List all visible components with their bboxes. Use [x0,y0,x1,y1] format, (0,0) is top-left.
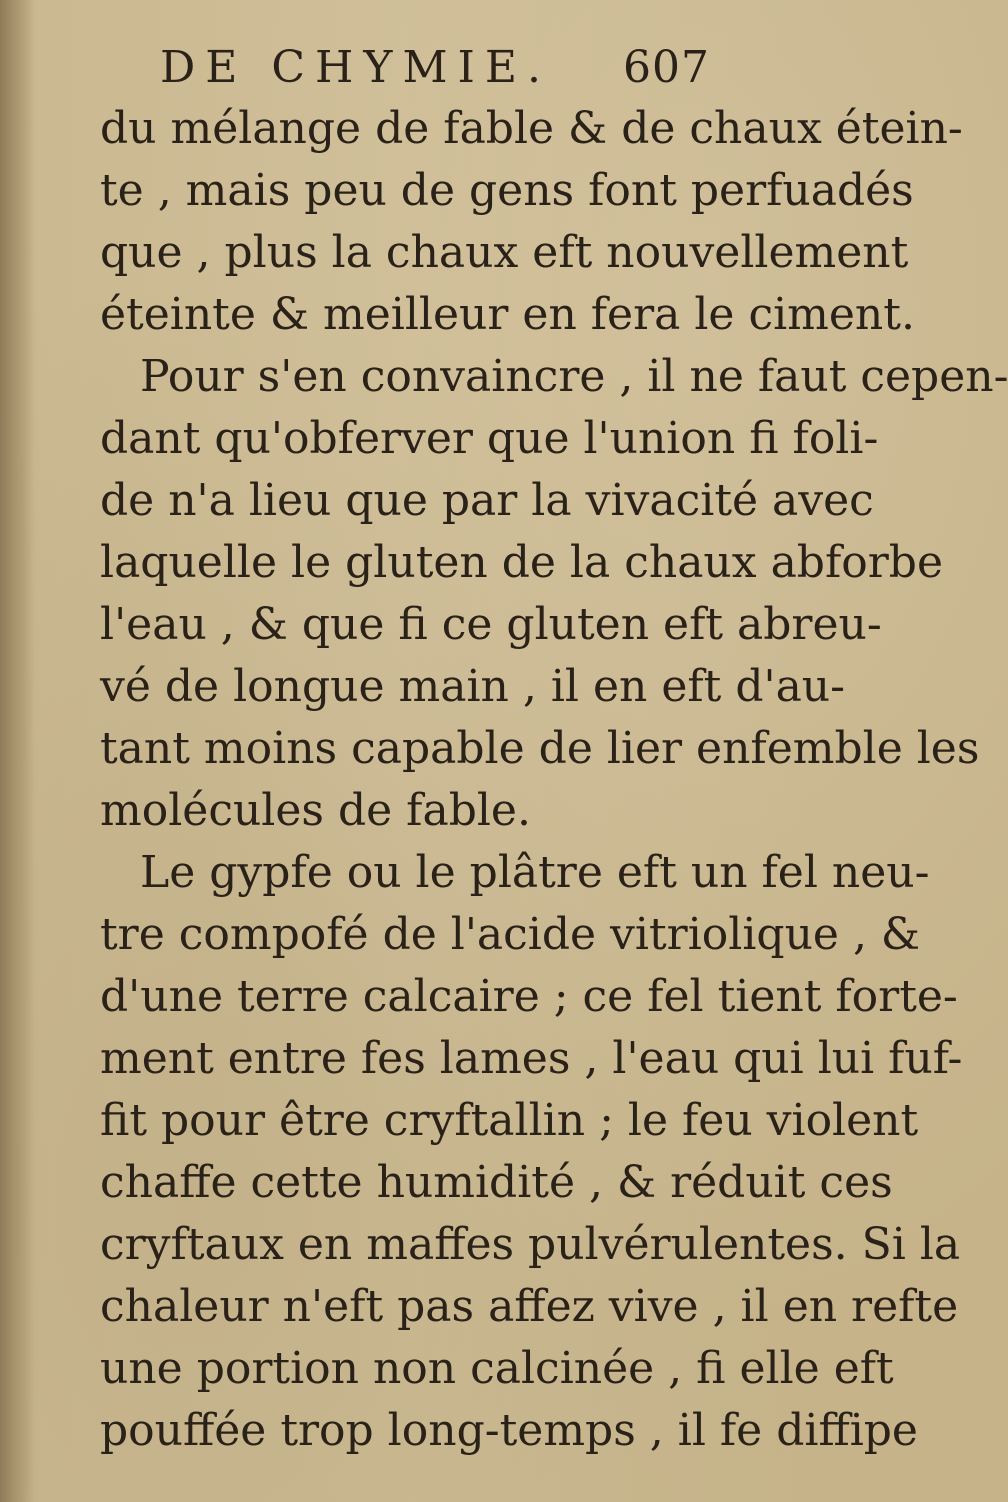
text-line: d'une terre calcaire ; ce fel tient forte- [100,971,958,1022]
text-line: tre compofé de l'acide vitriolique , & [100,909,921,960]
text-line: Le gypfe ou le plâtre eft un fel neu- [140,847,930,898]
text-line: chaleur n'eft pas affez vive , il en refte [100,1281,959,1332]
text-line: molécules de fable. [100,785,531,836]
text-line: vé de longue main , il en eft d'au- [100,661,846,712]
text-line: l'eau , & que fi ce gluten eft abreu- [100,599,882,650]
running-head [160,40,720,96]
text-line: éteinte & meilleur en fera le ciment. [100,289,915,340]
text-line: laquelle le gluten de la chaux abforbe [100,537,943,588]
text-line: une portion non calcinée , fi elle eft [100,1343,894,1394]
text-line: cryftaux en maffes pulvérulentes. Si la [100,1219,961,1270]
text-line: dant qu'obferver que l'union fi foli- [100,413,879,464]
text-line: pouffée trop long-temps , il fe diffipe [100,1405,918,1456]
text-line: tant moins capable de lier enfemble les [100,723,980,774]
text-line: te , mais peu de gens font perfuadés [100,165,914,216]
running-head-title: DE CHYMIE. [160,42,552,93]
text-line: chaffe cette humidité , & réduit ces [100,1157,893,1208]
text-line: de n'a lieu que par la vivacité avec [100,475,874,526]
text-line: que , plus la chaux eft nouvellement [100,227,909,278]
text-line: Pour s'en convaincre , il ne faut cepen- [140,351,1008,402]
page-number: 607 [623,42,710,93]
text-line: ment entre fes lames , l'eau qui lui fuf- [100,1033,963,1084]
text-line: du mélange de fable & de chaux étein- [100,103,963,154]
text-line: fit pour être cryftallin ; le feu violent [100,1095,919,1146]
